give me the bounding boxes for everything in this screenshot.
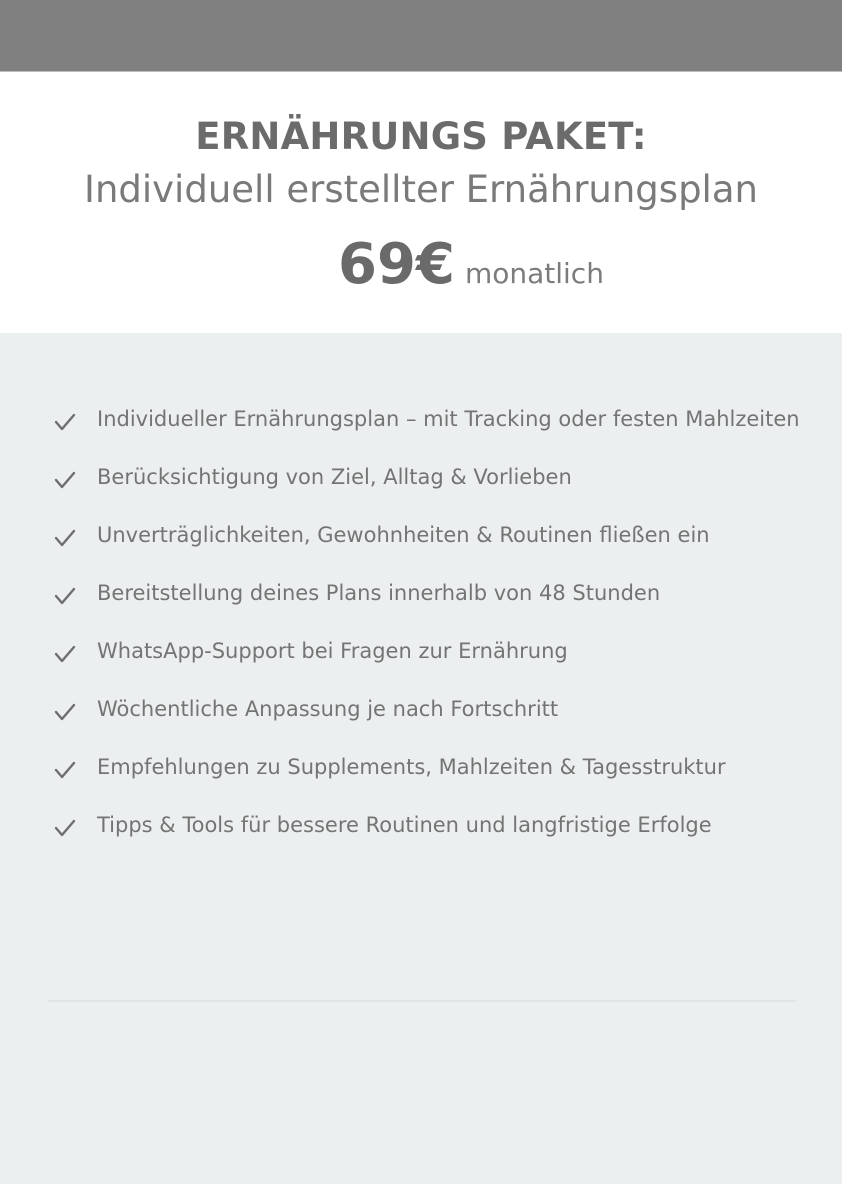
feature-label: Bereitstellung deines Plans innerhalb von 48 Stunden bbox=[97, 581, 661, 605]
package-title: ERNÄHRUNGS PAKET: bbox=[195, 115, 647, 158]
feature-item bbox=[0, 635, 842, 693]
feature-label: Wöchentliche Anpassung je nach Fortschritt bbox=[97, 697, 559, 721]
feature-list bbox=[0, 403, 842, 867]
feature-item bbox=[0, 809, 842, 867]
check-icon bbox=[54, 643, 76, 665]
feature-label: Tipps & Tools für bessere Routinen und langfristige Erfolge bbox=[97, 813, 712, 837]
price-period: monatlich bbox=[464, 257, 604, 290]
feature-item bbox=[0, 519, 842, 577]
check-icon bbox=[54, 469, 76, 491]
divider bbox=[48, 1000, 796, 1002]
check-icon bbox=[54, 701, 76, 723]
feature-item bbox=[0, 403, 842, 461]
price: 69€ bbox=[338, 232, 455, 297]
feature-item bbox=[0, 693, 842, 751]
top-bar bbox=[0, 0, 842, 72]
feature-label: Empfehlungen zu Supplements, Mahlzeiten & Tagesstruktur bbox=[97, 755, 726, 779]
feature-label: Berücksichtigung von Ziel, Alltag & Vorlieben bbox=[97, 465, 572, 489]
check-icon bbox=[54, 527, 76, 549]
feature-label: Unverträglichkeiten, Gewohnheiten & Routinen fließen ein bbox=[97, 523, 710, 547]
feature-label: Individueller Ernährungsplan – mit Tracking oder festen Mahlzeiten bbox=[97, 407, 800, 431]
feature-item bbox=[0, 751, 842, 809]
check-icon bbox=[54, 411, 76, 433]
price-row bbox=[0, 230, 842, 313]
package-subtitle: Individuell erstellter Ernährungsplan bbox=[84, 168, 758, 211]
check-icon bbox=[54, 817, 76, 839]
feature-item bbox=[0, 461, 842, 519]
feature-label: WhatsApp-Support bei Fragen zur Ernährung bbox=[97, 639, 568, 663]
pricing-header bbox=[0, 72, 842, 333]
check-icon bbox=[54, 585, 76, 607]
feature-item bbox=[0, 577, 842, 635]
features-panel bbox=[0, 333, 842, 1184]
check-icon bbox=[54, 759, 76, 781]
